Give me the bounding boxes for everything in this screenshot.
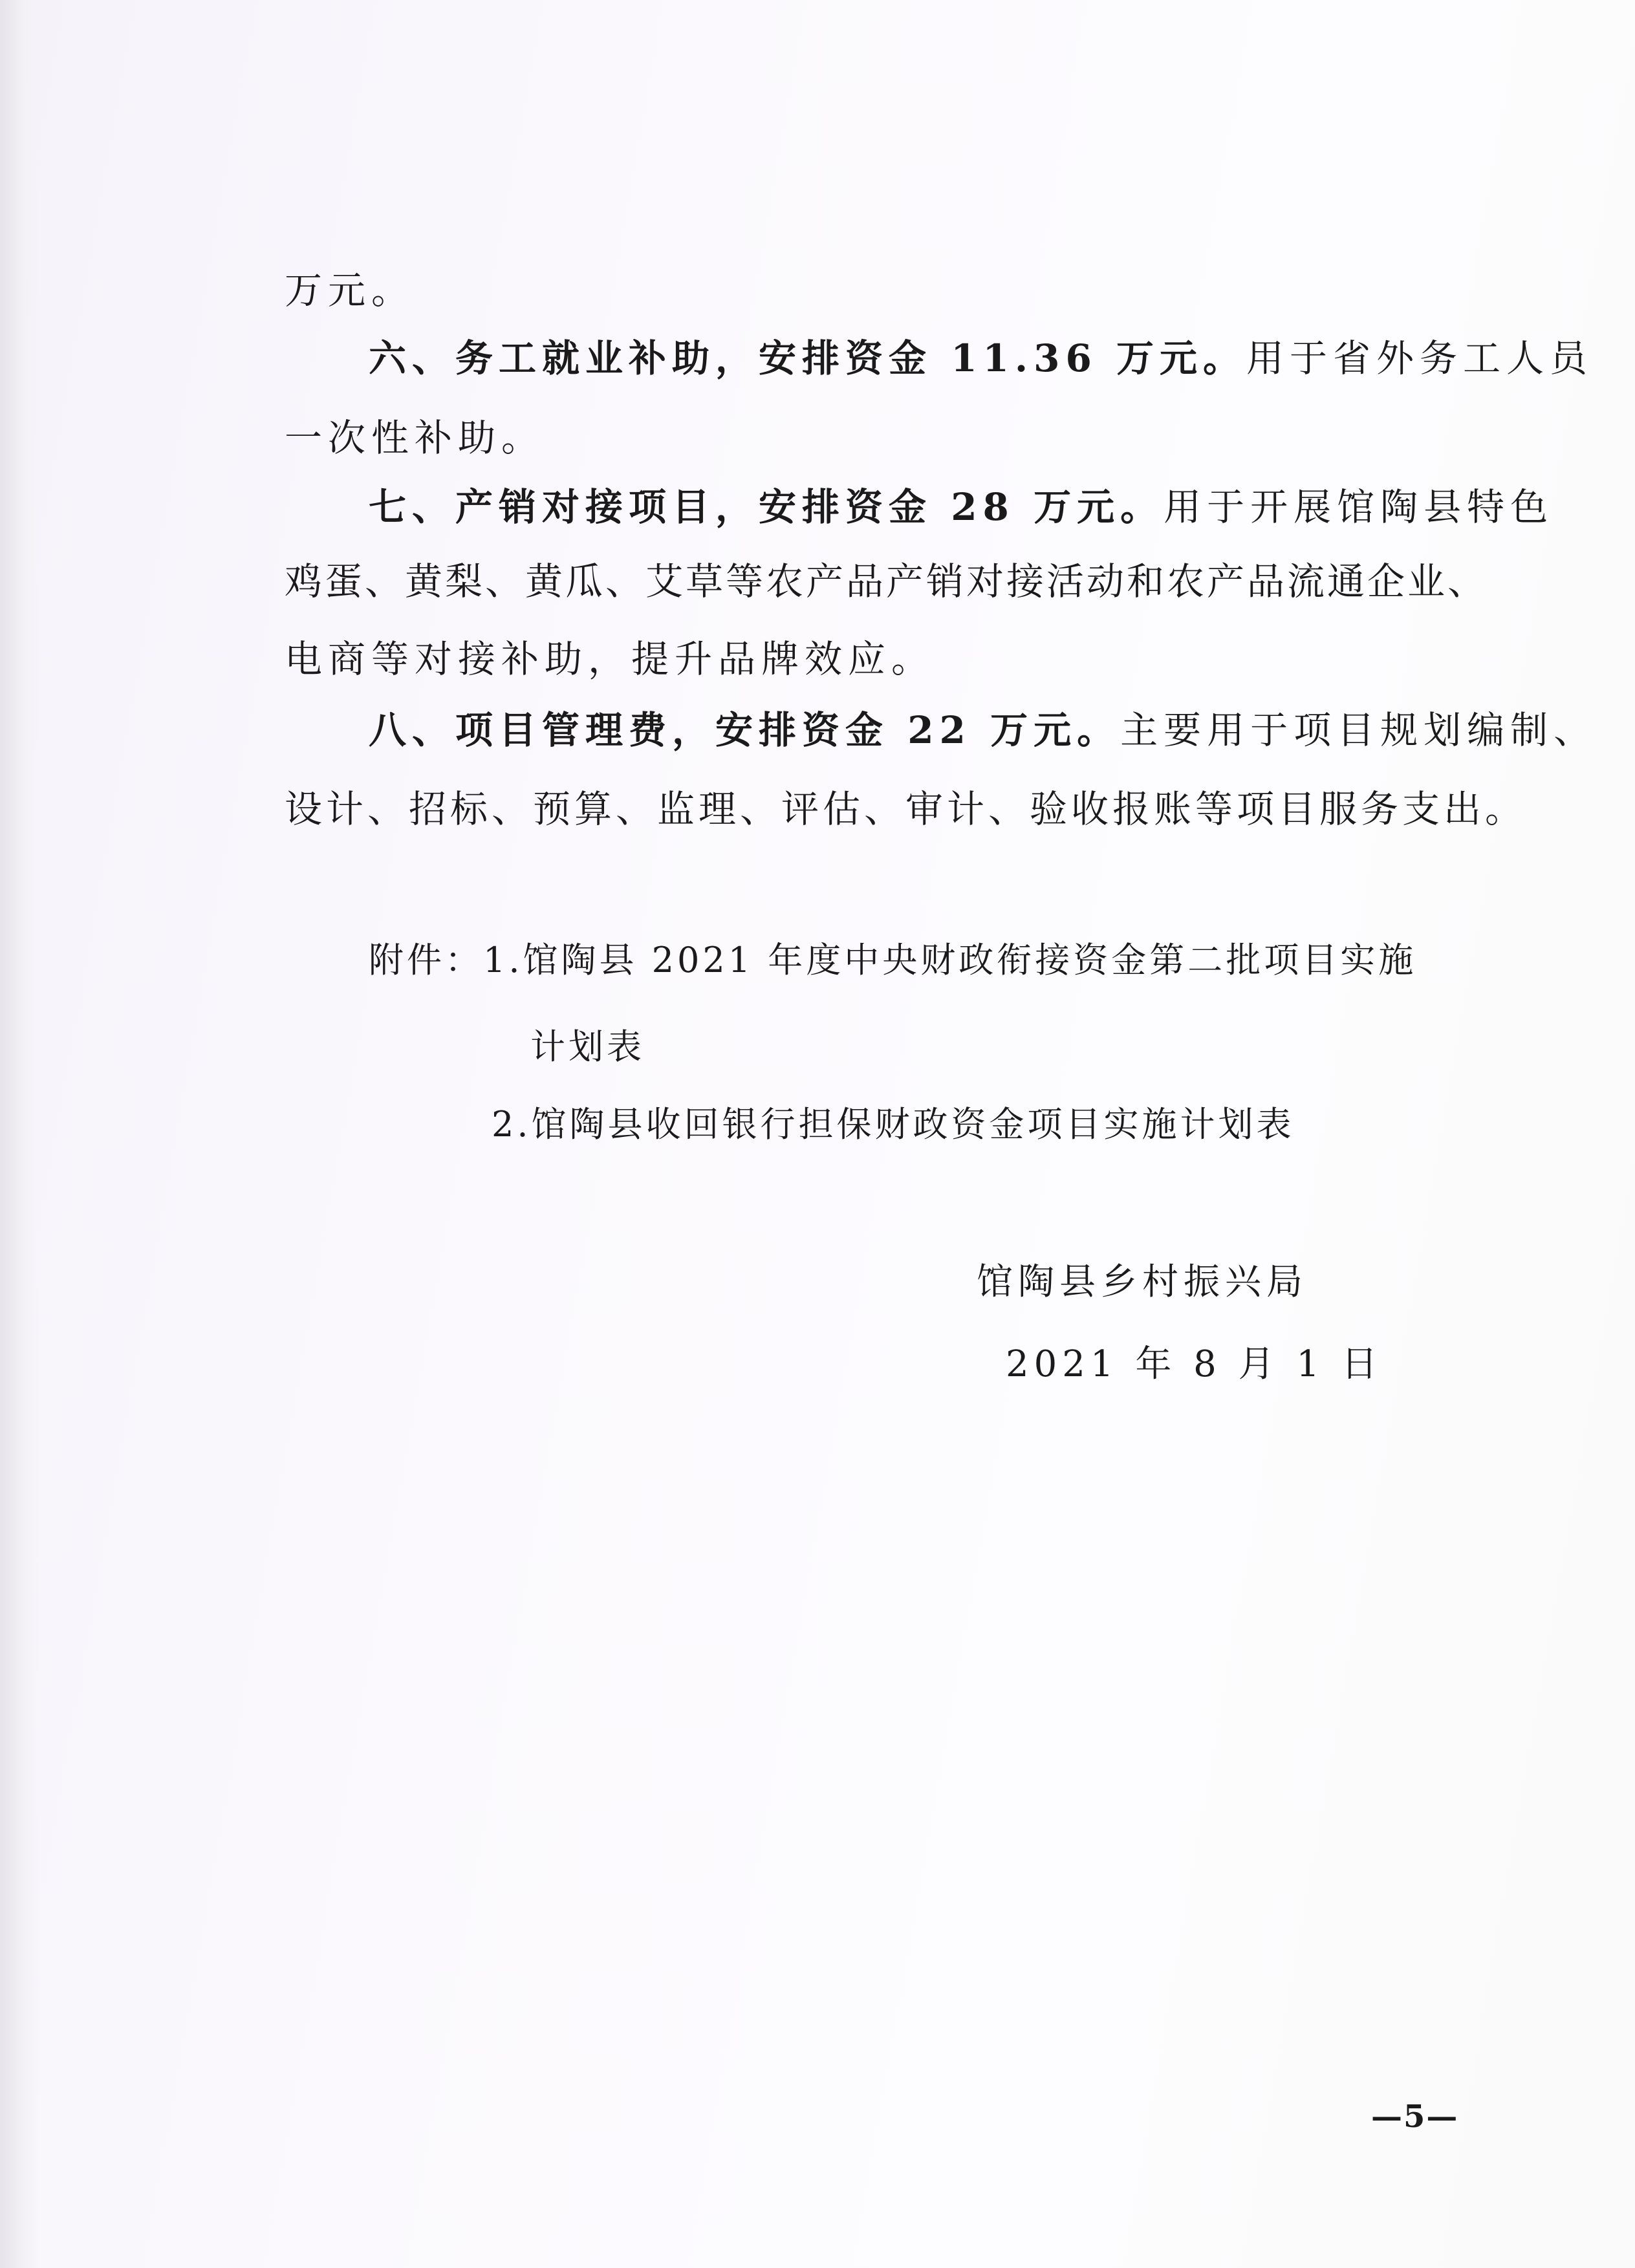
section-eight-heading: 八、项目管理费，安排资金 22 万元。 (369, 708, 1121, 752)
section-six-heading: 六、务工就业补助，安排资金 11.36 万元。 (369, 336, 1247, 380)
paragraph-continuation: 万元。 (285, 268, 415, 312)
attachment-label: 附件： (369, 940, 483, 980)
section-six (369, 336, 1594, 380)
attachment-list (369, 940, 1417, 980)
signature-organization: 馆陶县乡村振兴局 (977, 1261, 1308, 1303)
attachment-item-1-cont: 计划表 (530, 1026, 645, 1067)
section-seven-body-line2: 鸡蛋、黄梨、黄瓜、艾草等农产品产销对接活动和农产品流通企业、 (285, 559, 1488, 603)
section-eight-body-line2: 设计、招标、预算、监理、评估、审计、验收报账等项目服务支出。 (285, 787, 1527, 831)
section-six-body-cont: 一次性补助。 (285, 416, 545, 460)
binding-shadow (0, 0, 39, 2268)
section-eight (369, 708, 1597, 752)
page-number: —5— (1371, 2099, 1459, 2135)
section-seven (369, 485, 1554, 529)
section-six-body: 用于省外务工人员 (1246, 336, 1594, 380)
section-seven-heading: 七、产销对接项目，安排资金 28 万元。 (369, 485, 1164, 529)
attachment-item-1: 1.馆陶县 2021 年度中央财政衔接资金第二批项目实施 (483, 940, 1417, 980)
section-eight-body: 主要用于项目规划编制、 (1120, 708, 1597, 752)
section-seven-body: 用于开展馆陶县特色 (1164, 485, 1554, 529)
signature-date: 2021 年 8 月 1 日 (1006, 1343, 1383, 1385)
section-seven-body-line3: 电商等对接补助，提升品牌效应。 (285, 637, 935, 681)
attachment-item-2: 2.馆陶县收回银行担保财政资金项目实施计划表 (492, 1104, 1295, 1145)
